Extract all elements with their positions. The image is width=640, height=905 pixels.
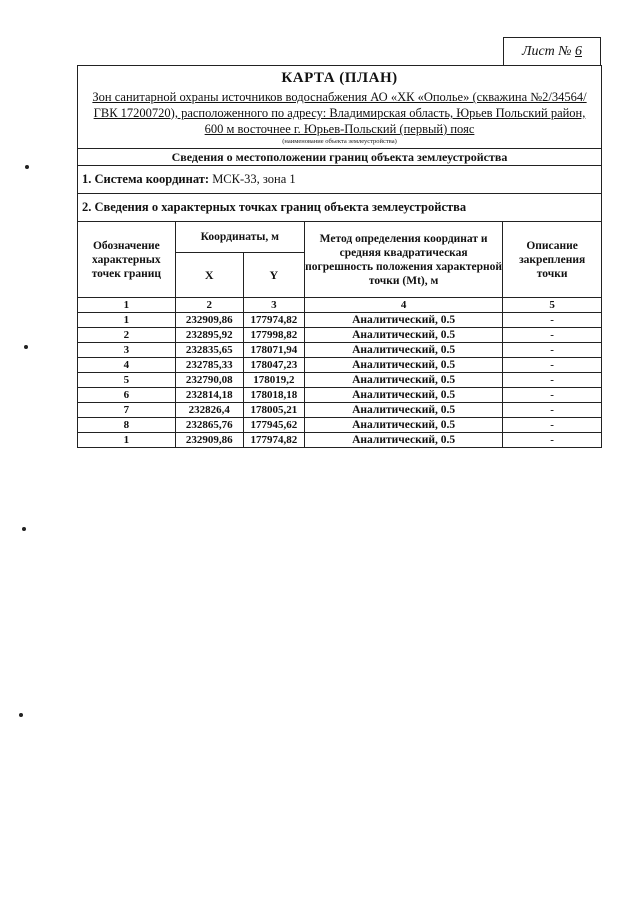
description-value: - (503, 328, 601, 343)
description-value: - (503, 373, 601, 388)
column-number: 2 (175, 298, 243, 313)
x-value: 232814,18 (175, 388, 243, 403)
description-value: - (503, 358, 601, 373)
column-number: 3 (243, 298, 304, 313)
coordinate-system-row (78, 165, 601, 193)
x-value: 232909,86 (175, 433, 243, 448)
header-designation: Обозначение характерных точек границ (78, 222, 175, 298)
method-value: Аналитический, 0.5 (304, 343, 502, 358)
header-y: Y (243, 253, 304, 298)
points-table (78, 221, 601, 447)
header-description: Описание закрепления точки (503, 222, 601, 298)
method-value: Аналитический, 0.5 (304, 403, 502, 418)
points-section-label: 2. Сведения о характерных точках границ объекта землеустройства (82, 200, 467, 214)
scan-mark (24, 345, 28, 349)
description-value: - (503, 403, 601, 418)
x-value: 232785,33 (175, 358, 243, 373)
y-value: 177998,82 (243, 328, 304, 343)
scan-mark (25, 165, 29, 169)
document-frame (77, 65, 602, 448)
point-id: 4 (78, 358, 175, 373)
column-number: 4 (304, 298, 502, 313)
coordinate-system-value: МСК-33, зона 1 (212, 172, 296, 186)
sheet-number-box (503, 37, 601, 65)
point-id: 5 (78, 373, 175, 388)
document-title: КАРТА (ПЛАН) (281, 70, 398, 86)
method-value: Аналитический, 0.5 (304, 373, 502, 388)
y-value: 178018,18 (243, 388, 304, 403)
method-value: Аналитический, 0.5 (304, 328, 502, 343)
table-row (78, 328, 601, 343)
title-block (78, 66, 601, 148)
method-value: Аналитический, 0.5 (304, 418, 502, 433)
table-row (78, 388, 601, 403)
table-row (78, 373, 601, 388)
point-id: 3 (78, 343, 175, 358)
description-value: - (503, 388, 601, 403)
sheet-number: 6 (575, 44, 582, 59)
method-value: Аналитический, 0.5 (304, 313, 502, 328)
description-value: - (503, 433, 601, 448)
header-method: Метод определения координат и средняя квадратическая погрешность положения характерной точки (Mt), м (304, 222, 502, 298)
description-value: - (503, 343, 601, 358)
y-value: 177974,82 (243, 433, 304, 448)
column-numbers-row (78, 298, 601, 313)
scan-mark (22, 527, 26, 531)
table-row (78, 343, 601, 358)
table-row (78, 403, 601, 418)
x-value: 232835,65 (175, 343, 243, 358)
point-id: 1 (78, 313, 175, 328)
header-x: X (175, 253, 243, 298)
point-id: 7 (78, 403, 175, 418)
y-value: 178071,94 (243, 343, 304, 358)
point-id: 6 (78, 388, 175, 403)
y-value: 177974,82 (243, 313, 304, 328)
coordinate-system-label: 1. Система координат: (82, 172, 210, 186)
section-title: Сведения о местоположении границ объекта землеустройства (78, 148, 601, 165)
description-value: - (503, 418, 601, 433)
y-value: 177945,62 (243, 418, 304, 433)
x-value: 232865,76 (175, 418, 243, 433)
document-subtitle: Зон санитарной охраны источников водоснабжения АО «ХК «Ополье» (скважина №2/34564/ГВК 17200720), расположенного по адресу: Владимирская область, Юрьев Польский район, 600 м восточнее г. Юрьев-Польский (первый) пояс (92, 90, 587, 136)
header-coordinates: Координаты, м (175, 222, 304, 253)
table-row (78, 313, 601, 328)
x-value: 232826,4 (175, 403, 243, 418)
table-row (78, 433, 601, 448)
column-number: 5 (503, 298, 601, 313)
y-value: 178019,2 (243, 373, 304, 388)
y-value: 178005,21 (243, 403, 304, 418)
point-id: 1 (78, 433, 175, 448)
point-id: 8 (78, 418, 175, 433)
scan-mark (19, 713, 23, 717)
table-row (78, 358, 601, 373)
x-value: 232895,92 (175, 328, 243, 343)
point-id: 2 (78, 328, 175, 343)
method-value: Аналитический, 0.5 (304, 433, 502, 448)
x-value: 232790,08 (175, 373, 243, 388)
method-value: Аналитический, 0.5 (304, 358, 502, 373)
points-section-title (78, 193, 601, 221)
method-value: Аналитический, 0.5 (304, 388, 502, 403)
sheet-label: Лист № (521, 44, 572, 59)
object-caption: (наименование объекта землеустройства) (282, 138, 397, 145)
table-row (78, 418, 601, 433)
description-value: - (503, 313, 601, 328)
y-value: 178047,23 (243, 358, 304, 373)
column-number: 1 (78, 298, 175, 313)
x-value: 232909,86 (175, 313, 243, 328)
